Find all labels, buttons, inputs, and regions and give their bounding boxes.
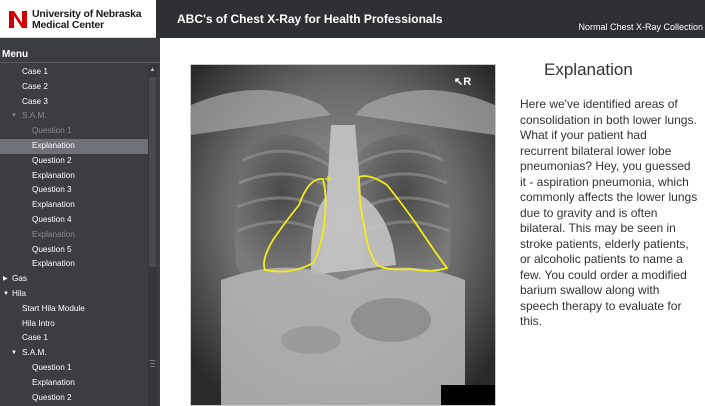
menu-item[interactable] [0, 257, 148, 272]
scroll-grip [150, 360, 155, 361]
menu-item-label: Explanation [32, 200, 75, 210]
scroll-grip [150, 363, 155, 364]
caret-down-icon[interactable]: ▼ [11, 113, 17, 120]
menu-item[interactable] [0, 391, 148, 406]
menu-scrollbar[interactable] [148, 65, 157, 406]
menu-divider [0, 62, 160, 63]
menu-item-label: Case 1 [22, 67, 48, 76]
menu-item-label: Question 4 [32, 214, 72, 224]
menu-item-label: Question 1 [32, 126, 72, 136]
menu-item[interactable] [0, 198, 148, 213]
menu-item-label: Case 2 [22, 81, 48, 91]
menu-item-label: Explanation [32, 259, 75, 269]
menu-item[interactable] [0, 287, 148, 302]
menu-sidebar [0, 38, 160, 406]
logo-line2: Medical Center [32, 19, 104, 31]
caret-down-icon[interactable]: ▼ [11, 350, 17, 357]
caret-down-icon[interactable]: ▼ [3, 290, 9, 297]
menu-label: Menu [2, 49, 29, 60]
menu-item[interactable] [0, 346, 148, 361]
menu-item[interactable] [0, 361, 148, 376]
menu-item-label: Question 2 [32, 392, 72, 402]
menu-header [0, 46, 160, 62]
menu-item[interactable] [0, 139, 148, 154]
scroll-grip [150, 366, 155, 367]
scroll-up-icon[interactable]: ▲ [149, 67, 156, 73]
menu-item[interactable] [0, 80, 148, 95]
menu-item[interactable] [0, 109, 148, 124]
menu-item-label: Gas [12, 274, 28, 284]
menu-item[interactable] [0, 213, 148, 228]
menu-item[interactable] [0, 95, 148, 110]
menu-item[interactable] [0, 376, 148, 391]
menu-item[interactable] [0, 169, 148, 184]
unmc-n-icon [8, 8, 28, 30]
menu-item[interactable] [0, 317, 148, 332]
menu-item[interactable] [0, 154, 148, 169]
menu-item-label: Hila Intro [22, 318, 55, 328]
menu-item[interactable] [0, 302, 148, 317]
logo-line1: University of Nebraska [32, 8, 142, 20]
collection-title: Normal Chest X-Ray Collection [578, 22, 703, 32]
caret-right-icon[interactable]: ▶ [3, 276, 8, 283]
menu-item[interactable] [0, 272, 148, 287]
explanation-text: Here we've identified areas of consolidation in both lower lungs. What if your patient had recurrent bilateral lower lobe pneumonias? Hey, you guessed it - aspiration pneumonia, which commonly affects the lower lungs due to gravity and is often bilateral. This may be seen in stroke patients, elderly patients, or alcoholic patients to name a few. You could order a modified barium swallow along with speech therapy to evaluate for this. [520, 97, 698, 328]
course-title: ABC's of Chest X-Ray for Health Professionals [177, 12, 443, 26]
menu-item-label: Explanation [32, 229, 75, 239]
main-content [160, 38, 705, 406]
menu-item-label: Hila [12, 288, 27, 298]
xray-redaction-box [441, 385, 495, 405]
menu-item-label: Explanation [32, 170, 75, 180]
unmc-logo[interactable] [0, 0, 156, 38]
menu-item-label: Explanation [32, 140, 75, 150]
menu-item-label: Case 1 [22, 333, 48, 343]
menu-item-label: Question 1 [32, 362, 72, 372]
menu-item[interactable] [0, 243, 148, 258]
menu-list [0, 65, 148, 405]
xray-svg [191, 65, 495, 405]
menu-item-label: Question 3 [32, 185, 72, 195]
menu-item[interactable] [0, 331, 148, 346]
menu-item[interactable] [0, 65, 148, 80]
menu-item-label: Start Hila Module [22, 303, 85, 313]
menu-item[interactable] [0, 183, 148, 198]
chest-xray-image [190, 64, 496, 406]
menu-item-label: Question 2 [32, 155, 72, 165]
menu-item[interactable] [0, 228, 148, 243]
menu-item-label: Explanation [32, 377, 75, 387]
menu-item[interactable] [0, 124, 148, 139]
menu-item-label: Question 5 [32, 244, 72, 254]
menu-item-label: S.A.M. [22, 111, 47, 121]
menu-item-label: Case 3 [22, 96, 48, 106]
app-header [0, 0, 705, 38]
explanation-title: Explanation [544, 60, 633, 79]
xray-orientation-marker: ↖R [454, 76, 472, 88]
menu-item-label: S.A.M. [22, 348, 47, 358]
scroll-thumb[interactable] [149, 77, 156, 267]
